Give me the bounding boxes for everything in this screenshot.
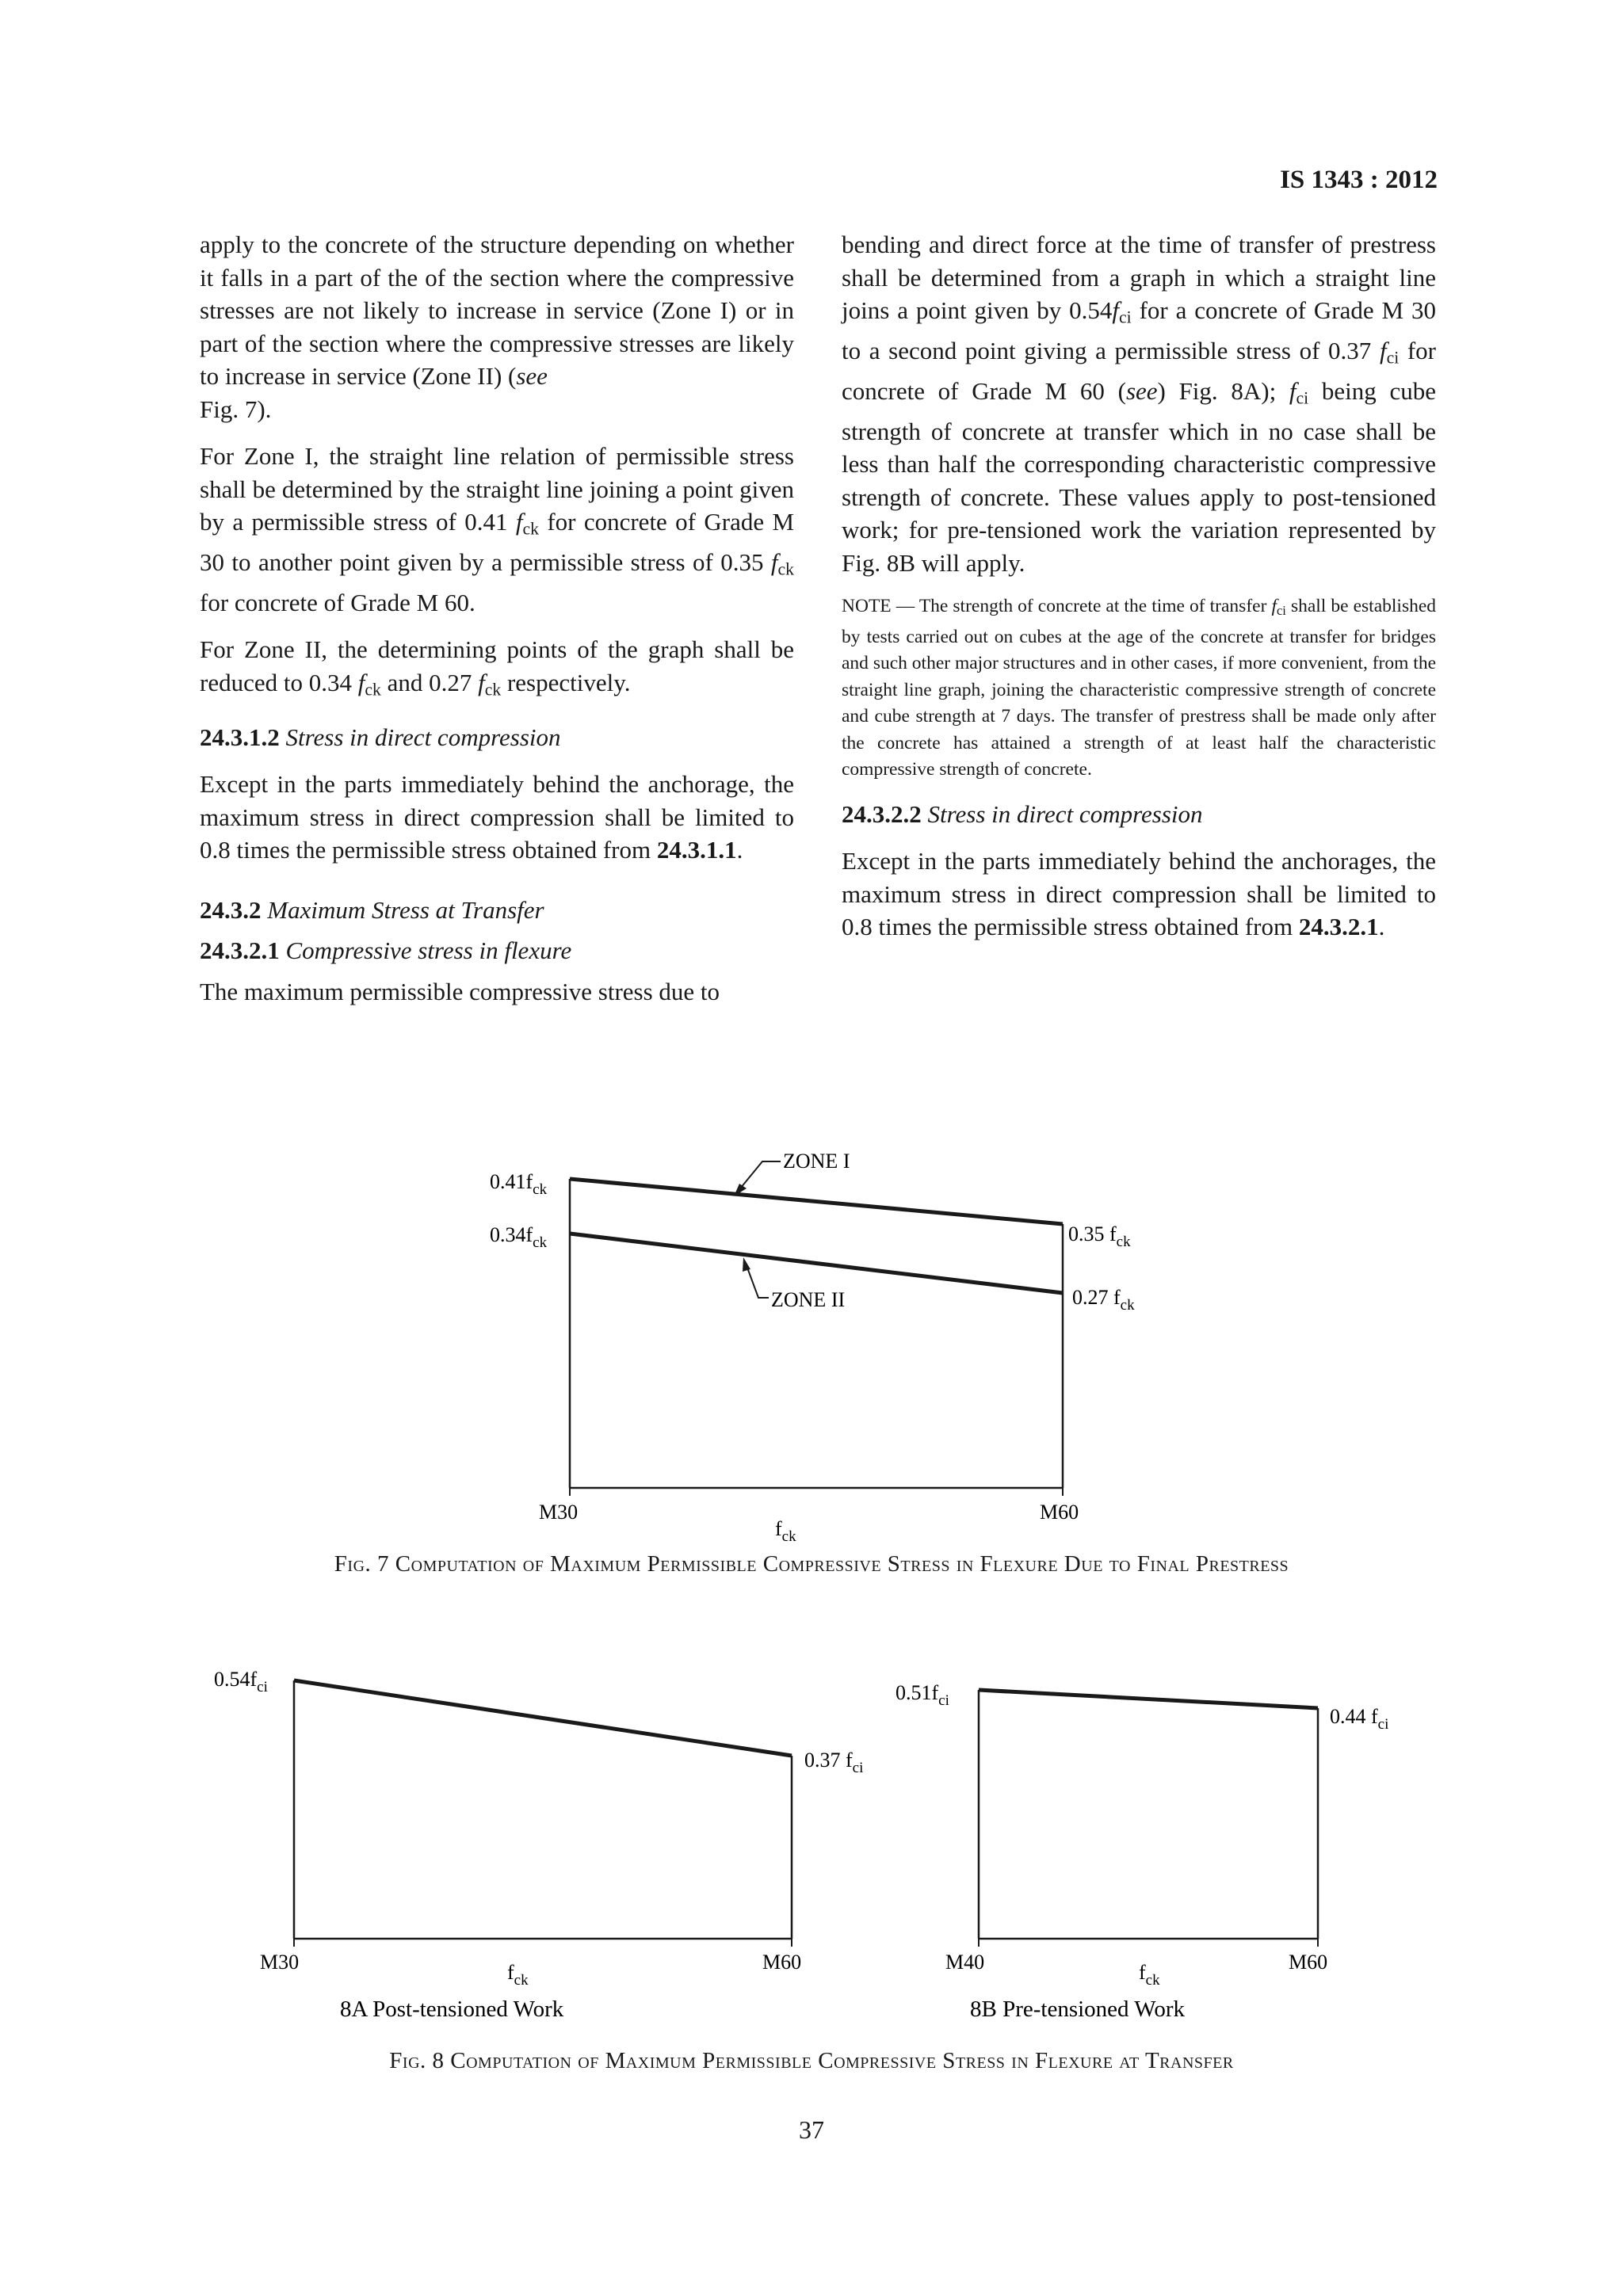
fig8a-x-left-label: M30	[260, 1951, 300, 1974]
zone-1-label: ZONE I	[783, 1150, 850, 1173]
fig8b-x-axis-label: $f_{ck}$	[1139, 1961, 1160, 1989]
fig8b-x-left-label: M40	[945, 1951, 985, 1974]
fig7-x-right-label: M60	[1040, 1501, 1079, 1524]
paragraph: bending and direct force at the time of transfer of prestress shall be determined from a graph in which a straight line joins a point given by $0.54f_{ci}$ for a concrete of Grade M 30 to a second point giving a permissible stress of 0.37 $f_{ci}$ for concrete of Grade M 60 (see) Fig. 8A); $f_{ci}$ being cube strength of concrete at transfer which in no case shall be less than half the corresponding characteristic compressive strength of concrete. These values apply to post-tensioned work; for pre-tensioned work the variation represented by Fig. 8B will apply.	[842, 231, 1437, 577]
text: NOTE — The strength of concrete at the time of transfer	[842, 596, 1267, 617]
text: and 0.27	[387, 668, 472, 696]
fig8a-x-right-label: M60	[762, 1951, 802, 1974]
symbol: f	[770, 547, 778, 576]
section-reference: 24.3.2.1	[1298, 913, 1379, 941]
section-title: Maximum Stress at Transfer	[267, 895, 544, 924]
fig7-left-label-1: $0.41f_{ck}$	[490, 1170, 548, 1198]
subscript: ck	[484, 680, 502, 700]
text: shall be established by tests carried out on cubes at the age of the concrete at transfer for bridges and such other major structures and in other cases, if more convenient, from the straight line graph, joining the characteristic compressive strength of concrete and cube strength at 7 days. The transfer of prestress shall be made only after the concrete has attained a strength of at least half the characteristic compressive strength of concrete.	[842, 596, 1437, 780]
text: for concrete of Grade M 30 to another point given by a permissible stress of 0.35	[200, 508, 795, 576]
section-title: Compressive stress in flexure	[285, 936, 572, 965]
fig8b-title: 8B Pre-tensioned Work	[970, 1997, 1185, 2022]
fig7-x-axis-label: $f_{ck}$	[775, 1517, 796, 1545]
caption-text: Fig. 8 Computation of Maximum Permissible Compressive Stress in Flexure at Transfer	[389, 2048, 1234, 2073]
section-number: 24.3.2.1	[200, 936, 280, 965]
fig7-x-left-label: M30	[539, 1501, 579, 1524]
text: see	[1125, 376, 1158, 405]
subscript: ck	[522, 519, 539, 539]
subscript: ck	[365, 680, 381, 700]
subscript: ci	[1386, 348, 1400, 368]
subscript: ci	[1119, 307, 1132, 327]
text: Except in the parts immediately behind the anchorages, the maximum stress in direct compression shall be limited to 0.8 times the permissible stress obtained from	[842, 847, 1436, 941]
text: bending and direct force at the time of transfer of prestress shall be determined from a graph in which a straight line joins a point given by 0.54	[842, 231, 1436, 324]
figure-7-caption	[0, 1551, 1623, 1577]
fig8b-left-label: $0.51f_{ci}$	[896, 1681, 949, 1709]
zone-2-label: ZONE II	[771, 1288, 846, 1311]
text: apply to the concrete of the structure depending on whether it falls in a part of the of the section where the compressive stresses are not likely to increase in service (Zone I) or in part of the section where the compressive stresses are likely to increase in service (Zone II) (	[200, 231, 794, 390]
symbol: f	[515, 508, 523, 536]
fig8a-x-axis-label: $f_{ck}$	[507, 1961, 529, 1989]
symbol: f	[1112, 296, 1120, 324]
symbol: f	[1271, 596, 1277, 617]
subscript: ci	[1277, 603, 1286, 619]
fig8a-title: 8A Post-tensioned Work	[340, 1997, 564, 2022]
page-number: 37	[799, 2115, 824, 2144]
subscript: ci	[1296, 388, 1309, 408]
section-number: 24.3.2.2	[842, 799, 922, 828]
caption-text: Fig. 7 Computation of Maximum Permissible Compressive Stress in Flexure Due to Final Prestress	[334, 1551, 1289, 1577]
symbol: f	[1379, 336, 1387, 364]
text: for concrete of Grade M 60.	[200, 588, 475, 616]
symbol: f	[1289, 376, 1296, 405]
fig7-left-label-2: $0.34f_{ck}$	[490, 1223, 548, 1251]
text: Fig. 8A);	[1178, 376, 1277, 405]
fig7-right-label-2: 0.27 $f_{ck}$	[1072, 1286, 1135, 1314]
figure-8-caption	[0, 2048, 1623, 2074]
subscript: ck	[777, 559, 794, 579]
text: The maximum permissible compressive stress due to	[200, 977, 720, 1005]
text: Except in the parts immediately behind the anchorage, the maximum stress in direct compression shall be limited to 0.8 times the permissible stress obtained from	[200, 770, 794, 864]
section-number: 24.3.2	[200, 895, 262, 924]
fig8a-stress-line	[294, 1680, 792, 1756]
section-number: 24.3.1.2	[200, 723, 280, 751]
document-header: IS 1343 : 2012	[1280, 166, 1438, 194]
fig8b-right-label: 0.44 $f_{ci}$	[1330, 1705, 1389, 1733]
text: for concrete of Grade M 60 (	[842, 336, 1437, 405]
zone-2-arrowhead	[743, 1257, 750, 1272]
zone-2-line	[570, 1234, 1063, 1293]
fig8a-left-label: $0.54f_{ci}$	[214, 1668, 268, 1695]
text: Fig. 7).	[200, 395, 272, 423]
symbol: f	[478, 668, 485, 696]
text: For Zone II, the determining points of the graph shall be reduced to 0.34	[200, 635, 794, 696]
fig7-right-label-1: 0.35 $f_{ck}$	[1068, 1222, 1131, 1250]
paragraph: Except in the parts immediately behind the anchorage, the maximum stress in direct compression shall be limited to 0.8 times the permissible stress obtained from 24.3.1.1.	[200, 770, 794, 864]
symbol: f	[357, 668, 365, 696]
section-title: Stress in direct compression	[927, 799, 1203, 828]
text: see	[516, 362, 548, 390]
paragraph: Except in the parts immediately behind the anchorages, the maximum stress in direct compression shall be limited to 0.8 times the permissible stress obtained from 24.3.2.1.	[842, 847, 1436, 941]
section-reference: 24.3.1.1	[656, 836, 737, 864]
text: respectively.	[506, 668, 631, 696]
fig8b-x-right-label: M60	[1289, 1951, 1328, 1974]
text: for a concrete of Grade M 30 to a second point giving a permissible stress of 0.37	[842, 296, 1436, 364]
text: For Zone I, the straight line relation of permissible stress shall be determined by the straight line joining a point given by a permissible stress of 0.41	[200, 442, 794, 536]
zone-1-line	[570, 1179, 1063, 1224]
fig8a-right-label: 0.37 $f_{ci}$	[804, 1749, 864, 1776]
text: being cube strength of concrete at transfer which in no case shall be less than half the corresponding characteristic compressive strength of concrete. These values apply to post-tensioned work; for pre-tensioned work the variation represented by Fig. 8B will apply.	[842, 376, 1437, 577]
section-title: Stress in direct compression	[285, 723, 561, 751]
fig8b-stress-line	[979, 1690, 1318, 1708]
